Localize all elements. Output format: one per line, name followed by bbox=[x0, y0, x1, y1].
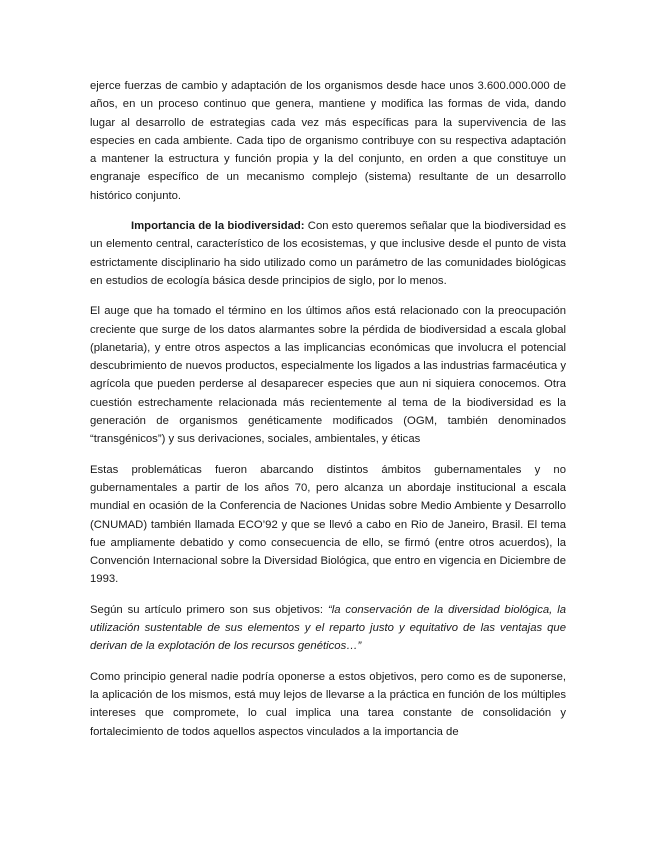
paragraph-government-scope: Estas problemáticas fueron abarcando distintos ámbitos gubernamentales y no gubernamentales a partir de los años 70, pero alcanza un abordaje institucional a escala mundial en ocasión de la Conferencia de Naciones Unidas sobre Medio Ambiente y Desarrollo (CNUMAD) también llamada ECO’92 y que se llevó a cabo en Rio de Janeiro, Brasil. El tema fue ampliamente debatido y como consecuencia de ello, se firmó (entre otros acuerdos), la Convención Internacional sobre la Diversidad Biológica, que entro en vigencia en Diciembre de 1993. bbox=[90, 463, 567, 586]
document-page bbox=[90, 77, 566, 753]
section-heading-importance: Importancia de la biodiversidad: bbox=[131, 220, 305, 233]
paragraph-term-boom: El auge que ha tomado el término en los últimos años está relacionado con la preocupación creciente que surge de los datos alarmantes sobre la pérdida de biodiversidad a escala global (planetaria), y entre otros aspectos a las implicancias económicas que involucra el potencial descubrimiento de nuevos productos, especialmente los ligados a las industrias farmacéutica y agrícola que pueden perderse al desaparecer especies que aun ni siquiera conocemos. Otra cuestión estrechamente relacionada más recientemente al tema de la biodiversidad es la generación de organismos genéticamente modificados (OGM, también denominados “transgénicos”) y sus derivaciones, sociales, ambientales, y éticas bbox=[90, 305, 566, 446]
paragraph-general-principle: Como principio general nadie podría oponerse a estos objetivos, pero como es de suponerse, la aplicación de los mismos, está muy lejos de llevarse a la práctica en función de los múltiples intereses que compromete, lo cual implica una tarea constante de consolidación y fortalecimiento de todos aquellos aspectos vinculados a la importancia de bbox=[90, 670, 566, 738]
objectives-lead: Según su artículo primero son sus objetivos: bbox=[90, 603, 328, 616]
paragraph-importance-text: Con esto queremos señalar que la biodiversidad es un elemento central, característico de los ecosistemas, y que inclusive desde el punto de vista estrictamente disciplinario ha sido utilizado como un parámetro de las comunidades biológicas en estudios de ecología básica desde principios de siglo, por lo menos. bbox=[90, 220, 566, 287]
paragraph-evolution: ejerce fuerzas de cambio y adaptación de los organismos desde hace unos 3.600.000.000 de años, en un proceso continuo que genera, mantiene y modifica las formas de vida, dando lugar al desarrollo de estrategias cada vez más específicas para la supervivencia de las especies en cada ambiente. Cada tipo de organismo contribuye con su respectiva adaptación a mantener la estructura y función propia y la del conjunto, en orden a que constituye un engranaje específico de un mecanismo complejo (sistema) resultante de un desarrollo histórico conjunto. bbox=[90, 80, 566, 202]
objectives-quote: “la conservación de la diversidad biológica, la utilización sustentable de sus elementos y el reparto justo y equitativo de las ventajas que derivan de la explotación de los recursos genéticos…” bbox=[90, 603, 566, 653]
paragraph-importance bbox=[90, 217, 566, 290]
paragraph-objectives bbox=[90, 601, 566, 656]
